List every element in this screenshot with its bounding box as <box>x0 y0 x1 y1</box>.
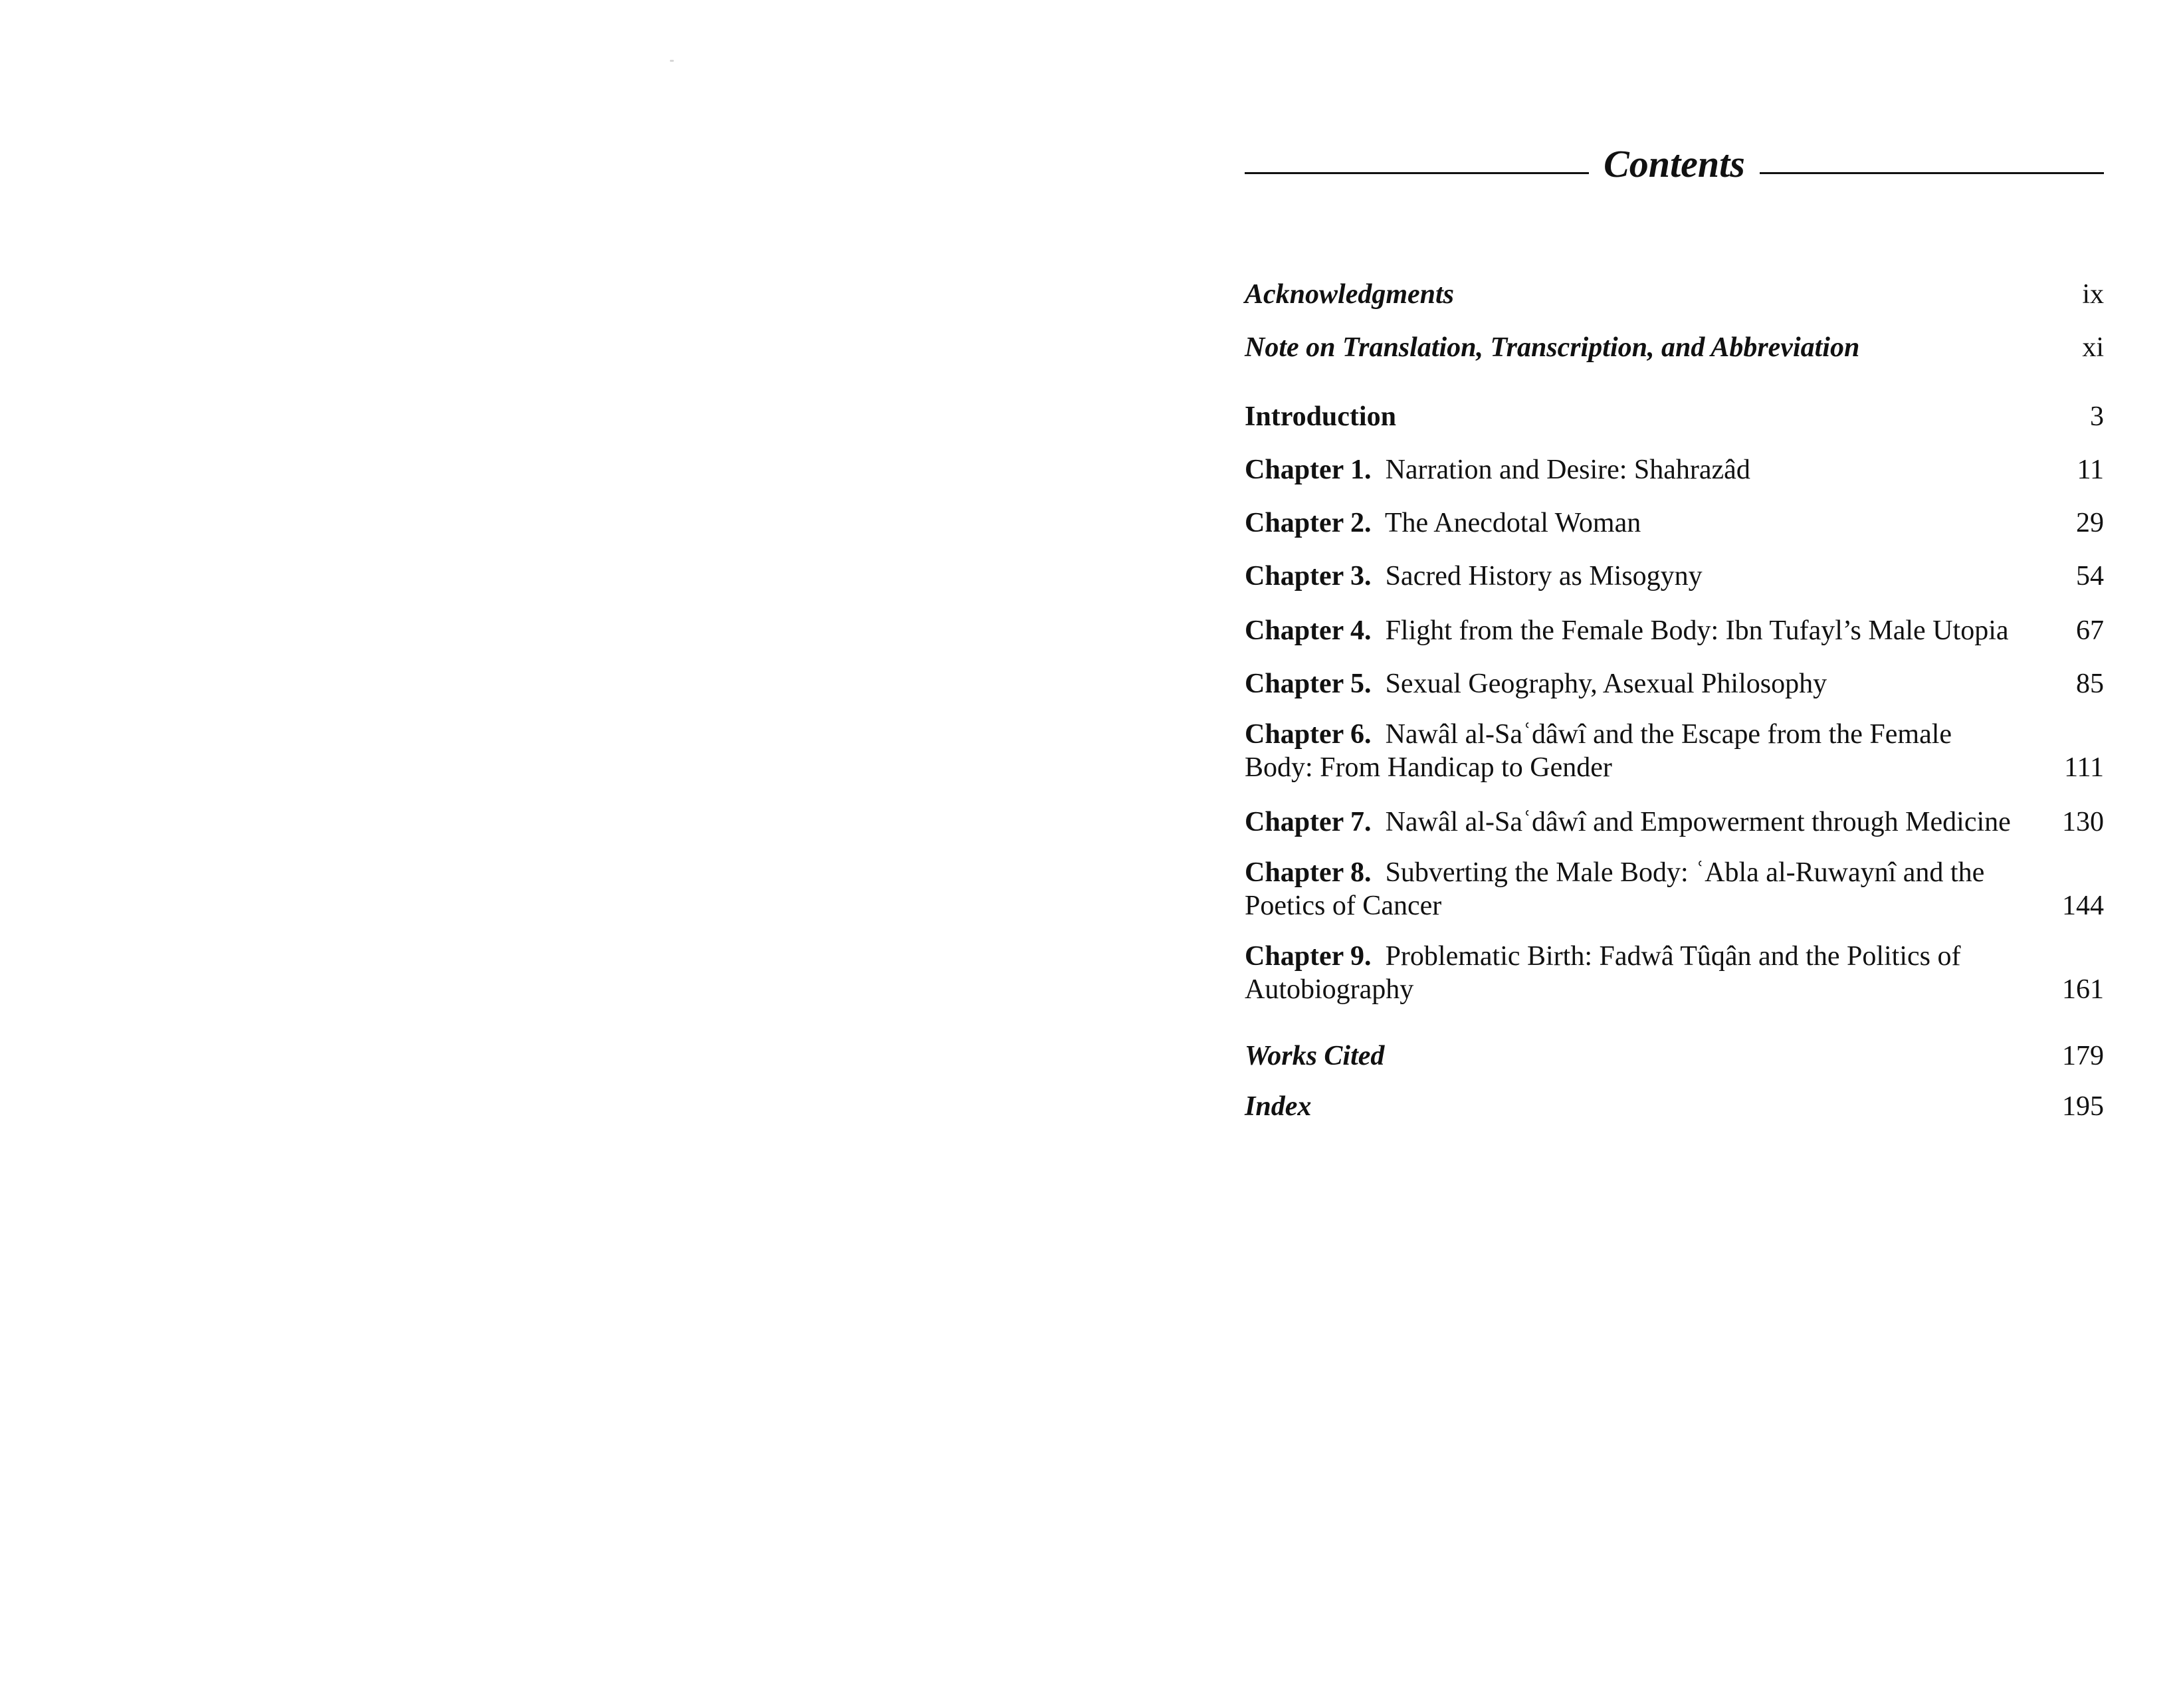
chapter-title: Flight from the Female Body: Ibn Tufayl’s Male Utopia <box>1385 615 2009 646</box>
toc-entry-title: Introduction <box>1245 401 1396 432</box>
toc-entry-note[interactable] <box>1245 327 2104 364</box>
toc-entry-chapter-7[interactable] <box>1245 801 2104 839</box>
contents-page <box>1090 0 2183 1708</box>
chapter-title: Subverting the Male Body: ʿAbla al-Ruwaynî and the Poetics of Cancer <box>1245 857 1985 921</box>
toc-entry-page: 29 <box>2076 508 2104 538</box>
toc-entry-title <box>1245 506 2016 540</box>
toc-entry-page: 130 <box>2062 807 2104 837</box>
toc-entry-page: 54 <box>2076 561 2104 591</box>
toc-entry-title: Index <box>1245 1091 1312 1122</box>
toc-entry-chapter-4[interactable] <box>1245 610 2104 647</box>
chapter-label: Chapter 5. <box>1245 669 1372 699</box>
toc-entry-acknowledgments[interactable] <box>1245 274 2104 311</box>
toc-entry-chapter-2[interactable] <box>1245 502 2104 540</box>
heading-rule-right <box>1760 172 2104 174</box>
toc-entry-title <box>1245 718 2016 784</box>
chapter-label: Chapter 9. <box>1245 941 1372 972</box>
chapter-title: Sacred History as Misogyny <box>1385 561 1703 591</box>
chapter-label: Chapter 3. <box>1245 561 1372 591</box>
toc-entry-title <box>1245 940 2016 1006</box>
chapter-title: Sexual Geography, Asexual Philosophy <box>1385 669 1827 699</box>
chapter-label: Chapter 7. <box>1245 807 1372 837</box>
toc-entry-page: 85 <box>2076 669 2104 699</box>
toc-entry-page: 161 <box>2062 974 2104 1005</box>
toc-entry-title: Works Cited <box>1245 1041 1385 1071</box>
toc-entry-chapter-8[interactable] <box>1245 856 2104 922</box>
chapter-title: Nawâl al-Saʿdâwî and the Escape from the Female Body: From Handicap to Gender <box>1245 719 1952 783</box>
toc-entry-chapter-5[interactable] <box>1245 663 2104 700</box>
toc-entry-works-cited[interactable] <box>1245 1035 2104 1073</box>
toc-entry-page: 144 <box>2062 891 2104 921</box>
toc-entry-title <box>1245 453 2016 486</box>
chapter-label: Chapter 8. <box>1245 857 1372 888</box>
toc-entry-chapter-1[interactable] <box>1245 449 2104 486</box>
toc-entry-page: 195 <box>2062 1091 2104 1122</box>
toc-entry-page: ix <box>2082 279 2104 310</box>
toc-entry-title <box>1245 560 2016 593</box>
left-page-blank <box>0 0 1090 1708</box>
toc-entry-page: 179 <box>2062 1041 2104 1071</box>
toc-entry-title <box>1245 667 2016 700</box>
toc-entry-chapter-9[interactable] <box>1245 940 2104 1006</box>
toc-entry-page: 67 <box>2076 615 2104 646</box>
toc-entry-title: Note on Translation, Transcription, and Abbreviation <box>1245 332 1860 363</box>
chapter-label: Chapter 2. <box>1245 508 1372 538</box>
toc-entry-chapter-6[interactable] <box>1245 718 2104 784</box>
page-speck <box>670 60 674 62</box>
chapter-label: Chapter 4. <box>1245 615 1372 646</box>
toc-entry-page: 11 <box>2077 455 2104 485</box>
heading-rule-left <box>1245 172 1589 174</box>
toc-entry-index[interactable] <box>1245 1086 2104 1123</box>
chapter-label: Chapter 1. <box>1245 455 1372 485</box>
toc-entry-chapter-3[interactable] <box>1245 556 2104 593</box>
contents-heading-row <box>1245 126 2104 186</box>
toc-entry-introduction[interactable] <box>1245 396 2104 433</box>
toc-entry-title <box>1245 614 2016 647</box>
toc-entry-title <box>1245 856 2016 922</box>
toc-entry-title: Acknowledgments <box>1245 279 1455 310</box>
toc-entry-page: xi <box>2082 332 2104 363</box>
chapter-title: Narration and Desire: Shahrazâd <box>1385 455 1750 485</box>
toc-entry-page: 3 <box>2090 401 2104 432</box>
page-title: Contents <box>1604 142 1745 185</box>
chapter-title: Problematic Birth: Fadwâ Tûqân and the Politics of Autobiography <box>1245 941 1961 1005</box>
chapter-label: Chapter 6. <box>1245 719 1372 750</box>
toc-entry-title <box>1245 805 2016 839</box>
toc-entry-page: 111 <box>2064 752 2104 783</box>
chapter-title: The Anecdotal Woman <box>1384 508 1641 538</box>
table-of-contents <box>1245 266 2104 1123</box>
chapter-title: Nawâl al-Saʿdâwî and Empowerment through Medicine <box>1385 807 2011 837</box>
